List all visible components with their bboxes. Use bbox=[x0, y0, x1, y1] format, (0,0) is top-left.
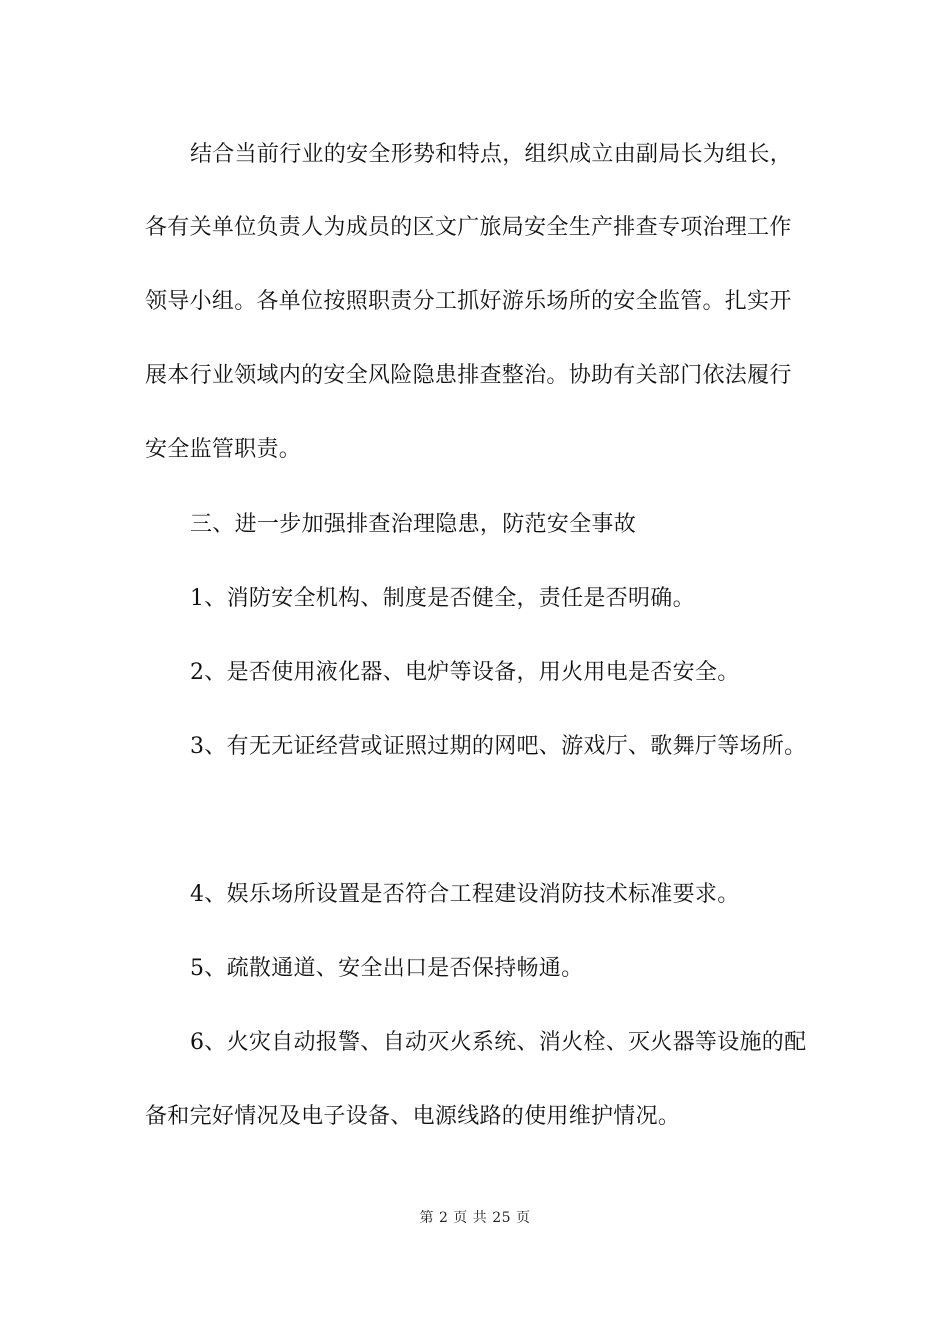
paragraph-line-2: 各有关单位负责人为成员的区文广旅局安全生产排查专项治理工作 bbox=[145, 215, 792, 240]
list-item-5: 5、疏散通道、安全出口是否保持畅通。 bbox=[190, 956, 584, 981]
paragraph-line-4: 展本行业领域内的安全风险隐患排查整治。协助有关部门依法履行 bbox=[145, 363, 792, 388]
list-item-2: 2、是否使用液化器、电炉等设备，用火用电是否安全。 bbox=[190, 660, 740, 685]
list-item-3: 3、有无无证经营或证照过期的网吧、游戏厅、歌舞厅等场所。 bbox=[190, 734, 807, 759]
paragraph-line-3: 领导小组。各单位按照职责分工抓好游乐场所的安全监管。扎实开 bbox=[145, 289, 792, 314]
page-number-footer: 第 2 页 共 25 页 bbox=[419, 1210, 531, 1226]
section-heading: 三、进一步加强排查治理隐患，防范安全事故 bbox=[190, 512, 637, 537]
list-item-1: 1、消防安全机构、制度是否健全，责任是否明确。 bbox=[190, 586, 695, 611]
paragraph-line-5: 安全监管职责。 bbox=[145, 437, 302, 462]
list-item-4: 4、娱乐场所设置是否符合工程建设消防技术标准要求。 bbox=[190, 882, 740, 907]
list-item-6-line-2: 备和完好情况及电子设备、电源线路的使用维护情况。 bbox=[145, 1104, 681, 1129]
paragraph-line-1: 结合当前行业的安全形势和特点，组织成立由副局长为组长， bbox=[190, 142, 793, 167]
list-item-6-line-1: 6、火灾自动报警、自动灭火系统、消火栓、灭火器等设施的配 bbox=[190, 1030, 807, 1055]
